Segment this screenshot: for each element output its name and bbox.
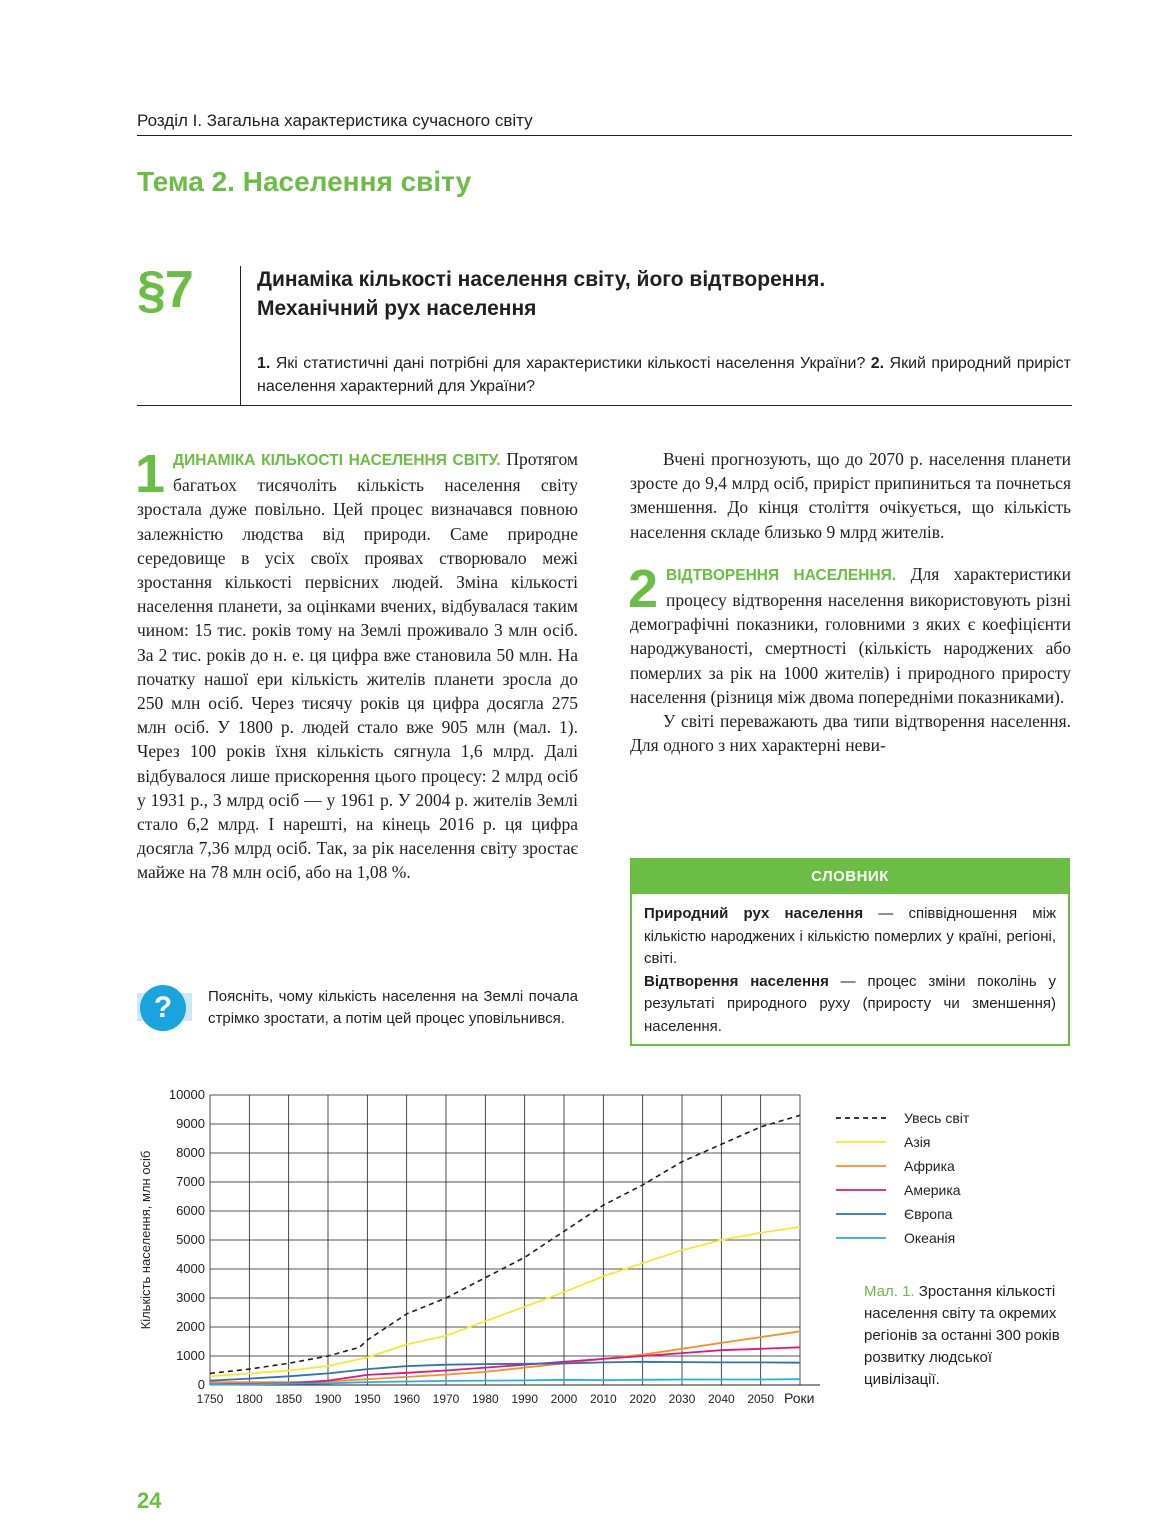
series-line-0 bbox=[210, 1115, 800, 1373]
glossary-body bbox=[632, 894, 1068, 1038]
question-text: Поясніть, чому кількість населення на Землі почала стрімко зростати, а потім цей процес уповільнився. bbox=[208, 988, 578, 1027]
x-tick-label: 2020 bbox=[629, 1392, 657, 1406]
x-tick-label: 1980 bbox=[471, 1392, 499, 1406]
legend-label-5: Океанія bbox=[904, 1230, 956, 1246]
section-rule bbox=[137, 405, 1072, 406]
topic-title: Тема 2. Населення світу bbox=[137, 166, 472, 197]
legend-label-4: Європа bbox=[904, 1206, 953, 1222]
block-2-number: 2 bbox=[628, 558, 659, 619]
left-column bbox=[135, 444, 578, 885]
y-tick-label: 3000 bbox=[176, 1290, 205, 1305]
block-2-heading: ВІДТВОРЕННЯ НАСЕЛЕННЯ. bbox=[666, 566, 897, 584]
question-block bbox=[137, 985, 578, 1055]
caption-text: Зростання кількості населення світу та окремих регіонів за останні 300 років розвитку людської цивілізації. bbox=[864, 1283, 1060, 1388]
glossary-term-2: Відтворення населення bbox=[644, 972, 829, 990]
y-tick-label: 6000 bbox=[176, 1203, 205, 1218]
y-tick-label: 0 bbox=[197, 1377, 205, 1392]
series-line-1 bbox=[210, 1227, 800, 1376]
y-tick-label: 9000 bbox=[176, 1116, 205, 1131]
y-tick-label: 2000 bbox=[176, 1319, 205, 1334]
page-number: 24 bbox=[137, 1488, 162, 1513]
block-1-text: Протягом багатьох тисячоліть кількість населення світу зростала дуже повільно. Цей процес визначався повною залежністю людства від природи. Саме природне середовище в усіх своїх проявах створювало межі зростання кількості первісних людей. Зміна кількості населення планети, за оцінками вчених, відбувалася таким чином: 15 тис. років тому на Землі проживало 3 млн осіб. За 2 тис. років до н. е. ця цифра вже становила 50 млн. На початку нашої ери кількість жителів планети зросла до 250 млн осіб. Через тисячу років ця цифра досягла 275 млн осіб. У 1800 р. людей стало вже 905 млн (мал. 1). Через 100 років їхня кількість сягнула 1,6 млрд. Далі відбувалося лише прискорення цього процесу: 2 млрд осіб у 1931 р., 3 млрд осіб — у 1961 р. У 2004 р. жителів Землі стало 6,2 млрд. І нарешті, на кінець 2016 р. ця цифра досягла 7,36 млрд осіб. Так, за рік населення світу зростає майже на 78 млн осіб, або на 1,08 %. bbox=[137, 449, 578, 883]
block-1-paragraph bbox=[135, 444, 578, 885]
forecast-paragraph: Вчені прогнозують, що до 2070 р. населення планети зросте до 9,4 млрд осіб, приріст припиниться та почнеться зменшення. До кінця століття очікується, що кількість населення складе близько 9 млрд жителів. bbox=[630, 449, 1071, 542]
block-1-number: 1 bbox=[135, 444, 166, 504]
x-tick-label: 2000 bbox=[550, 1392, 578, 1406]
question-1-text: Які статистичні дані потрібні для характеристики кількості населення України? bbox=[270, 355, 871, 372]
x-tick-label: 1800 bbox=[235, 1392, 263, 1406]
block-2-paragraph bbox=[628, 558, 1071, 709]
glossary-box bbox=[630, 858, 1070, 1046]
x-axis-label: Роки bbox=[784, 1390, 815, 1406]
legend-label-0: Увесь світ bbox=[904, 1110, 970, 1126]
legend-label-1: Азія bbox=[904, 1134, 931, 1150]
x-tick-label: 1900 bbox=[314, 1392, 342, 1406]
glossary-entry-2 bbox=[644, 971, 1056, 1039]
glossary-entry-1 bbox=[644, 903, 1056, 971]
section-divider bbox=[240, 266, 241, 405]
y-tick-label: 5000 bbox=[176, 1232, 205, 1247]
question-mark-icon: ? bbox=[140, 985, 186, 1031]
y-tick-label: 1000 bbox=[176, 1348, 205, 1363]
x-tick-label: 1960 bbox=[393, 1392, 421, 1406]
legend-label-2: Африка bbox=[904, 1158, 955, 1174]
question-2-text: Який природний приріст населення характерний для України? bbox=[257, 355, 1071, 395]
block-2-paragraph-2: У світі переважають два типи відтворення населення. Для одного з них характерні неви- bbox=[630, 711, 1071, 756]
header-rule bbox=[137, 135, 1072, 136]
series-line-4 bbox=[210, 1362, 800, 1381]
section-number: §7 bbox=[137, 261, 193, 319]
block-2-text: Для характеристики процесу відтворення населення використовують різні демографічні показники, головними з яких є коефіцієнти народжуваності, смертності (кількість народжених або померлих за рік на 1000 жителів) і природного приросту населення (різниця між двома попередніми показниками). bbox=[630, 563, 1071, 707]
x-tick-label: 2050 bbox=[747, 1392, 775, 1406]
right-column bbox=[630, 447, 1071, 757]
section-title bbox=[257, 265, 1057, 323]
figure-caption bbox=[864, 1281, 1064, 1391]
glossary-term-1: Природний рух населення bbox=[644, 905, 864, 922]
y-tick-label: 8000 bbox=[176, 1145, 205, 1160]
question-1-number: 1. bbox=[257, 355, 271, 372]
x-tick-label: 1990 bbox=[511, 1392, 539, 1406]
warmup-questions bbox=[257, 352, 1071, 398]
y-tick-label: 10000 bbox=[168, 1087, 205, 1102]
y-tick-label: 4000 bbox=[176, 1261, 205, 1276]
legend-label-3: Америка bbox=[904, 1182, 961, 1198]
glossary-definition-1: — співвідношення між кількістю народжених і кількістю померлих у країні, регіоні, світі. bbox=[644, 905, 1056, 967]
series-line-2 bbox=[210, 1331, 800, 1382]
y-axis-label: Кількість населення, млн осіб bbox=[138, 1150, 153, 1330]
x-tick-label: 2010 bbox=[589, 1392, 617, 1406]
caption-label: Мал. 1. bbox=[864, 1283, 915, 1300]
x-tick-label: 2030 bbox=[668, 1392, 696, 1406]
x-tick-label: 1750 bbox=[196, 1392, 224, 1406]
running-head: Розділ І. Загальна характеристика сучасного світу bbox=[137, 111, 533, 130]
section-title-line-2: Механічний рух населення bbox=[257, 297, 537, 320]
question-2-number: 2. bbox=[870, 355, 885, 372]
section-title-line-1: Динаміка кількості населення світу, його відтворення. bbox=[257, 268, 826, 291]
series-line-3 bbox=[210, 1347, 800, 1384]
y-tick-label: 7000 bbox=[176, 1174, 205, 1189]
glossary-title: СЛОВНИК bbox=[632, 860, 1068, 894]
x-tick-label: 1850 bbox=[275, 1392, 303, 1406]
x-tick-label: 1950 bbox=[353, 1392, 381, 1406]
glossary-definition-2: — процес зміни поколінь у результаті природного руху (приросту чи зменшення) населення. bbox=[644, 972, 1056, 1035]
block-1-heading: ДИНАМІКА КІЛЬКОСТІ НАСЕЛЕННЯ СВІТУ. bbox=[173, 452, 501, 469]
x-tick-label: 2040 bbox=[707, 1392, 735, 1406]
x-tick-label: 1970 bbox=[432, 1392, 460, 1406]
